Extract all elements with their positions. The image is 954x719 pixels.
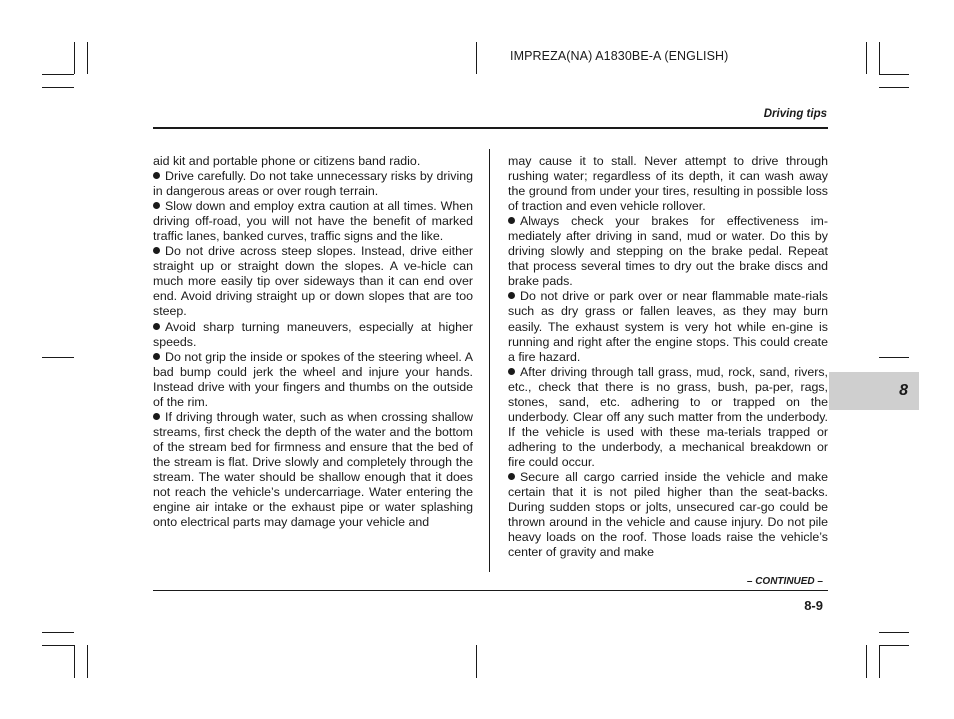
- bullet-item: Do not grip the inside or spokes of the steering wheel. A bad bump could jerk the wheel and injure your hands. Instead drive with your fingers and thumbs on the outside of the rim.: [153, 349, 473, 409]
- footer-rule: [153, 590, 828, 591]
- crop-mark: [879, 645, 909, 646]
- crop-mark: [87, 42, 88, 74]
- crop-mark: [42, 74, 74, 75]
- crop-mark: [879, 357, 909, 358]
- section-title: Driving tips: [763, 108, 827, 120]
- paragraph-continuation: may cause it to stall. Never attempt to drive through rushing water; regardless of its depth, it can wash away the ground from under your tires, resulting in possible loss of traction and even vehicle rollover.: [508, 154, 828, 214]
- crop-mark: [42, 357, 74, 358]
- header-rule: [153, 127, 828, 129]
- bullet-item: Do not drive across steep slopes. Instead, drive either straight up or straight down the slopes. A ve-hicle can much more easily tip over sideways than it can end over end. Avoid driving straight up or down slopes that are too steep.: [153, 244, 473, 319]
- bullet-icon: [153, 323, 160, 330]
- crop-mark: [879, 74, 909, 75]
- bullet-icon: [153, 202, 160, 209]
- bullet-icon: [153, 247, 160, 254]
- crop-mark: [879, 645, 880, 678]
- crop-mark: [476, 645, 477, 678]
- crop-mark: [42, 87, 74, 88]
- crop-mark: [74, 42, 75, 74]
- document-id: IMPREZA(NA) A1830BE-A (ENGLISH): [510, 49, 729, 63]
- chapter-tab: [829, 372, 919, 410]
- crop-mark: [879, 87, 909, 88]
- bullet-item: Slow down and employ extra caution at all times. When driving off-road, you will not have the benefit of marked traffic lanes, banked curves, traffic signs and the like.: [153, 199, 473, 244]
- bullet-icon: [508, 292, 515, 299]
- bullet-icon: [153, 172, 160, 179]
- bullet-item: Drive carefully. Do not take unnecessary risks by driving in dangerous areas or over rough terrain.: [153, 169, 473, 199]
- crop-mark: [879, 632, 909, 633]
- bullet-icon: [153, 413, 160, 420]
- paragraph-continuation: aid kit and portable phone or citizens band radio.: [153, 154, 421, 168]
- crop-mark: [42, 632, 74, 633]
- bullet-item: If driving through water, such as when crossing shallow streams, first check the depth of the water and the bottom of the stream bed for firmness and ensure that the bed of the stream is flat. Drive slowly and completely through the stream. The water should be shallow enough that it does not reach the vehicle’s undercarriage. Water entering the engine air intake or the exhaust pipe or water splashing onto electrical parts may damage your vehicle and: [153, 409, 473, 530]
- crop-mark: [42, 645, 74, 646]
- crop-mark: [74, 645, 75, 678]
- crop-mark: [866, 645, 867, 678]
- bullet-icon: [153, 353, 160, 360]
- bullet-item: Always check your brakes for effectiveness im-mediately after driving in sand, mud or water. Do this by driving slowly and stepping on the brake pedal. Repeat that process several times to dry out the brake discs and brake pads.: [508, 214, 828, 289]
- page-number: 8-9: [804, 598, 823, 613]
- crop-mark: [879, 42, 880, 74]
- bullet-item: Do not drive or park over or near flammable mate-rials such as dry grass or fallen leaves, as they may burn easily. The exhaust system is very hot while en-gine is running and right after the engine stops. This could create a fire hazard.: [508, 289, 828, 364]
- crop-mark: [87, 645, 88, 678]
- bullet-icon: [508, 217, 515, 224]
- crop-mark: [476, 42, 477, 74]
- bullet-item: Avoid sharp turning maneuvers, especially at higher speeds.: [153, 319, 473, 349]
- bullet-icon: [508, 368, 515, 375]
- column-divider: [489, 149, 490, 572]
- bullet-item: After driving through tall grass, mud, rock, sand, rivers, etc., check that there is no grass, bush, pa-per, rags, stones, sand, etc. adhering to or trapped on the underbody. Clear off any such matter from the underbody. If the vehicle is used with these ma-terials trapped or adhering to the underbody, a mechanical breakdown or fire could occur.: [508, 364, 828, 469]
- bullet-item: Secure all cargo carried inside the vehicle and make certain that it is not piled higher than the seat-backs. During sudden stops or jolts, unsecured car-go could be thrown around in the vehicle and cause injury. Do not pile heavy loads on the roof. Those loads raise the vehicle’s center of gravity and make: [508, 469, 828, 560]
- continued-label: – CONTINUED –: [746, 576, 823, 587]
- crop-mark: [866, 42, 867, 74]
- left-column: [153, 154, 473, 530]
- right-column: [508, 154, 828, 560]
- chapter-number: 8: [899, 382, 908, 399]
- bullet-icon: [508, 473, 515, 480]
